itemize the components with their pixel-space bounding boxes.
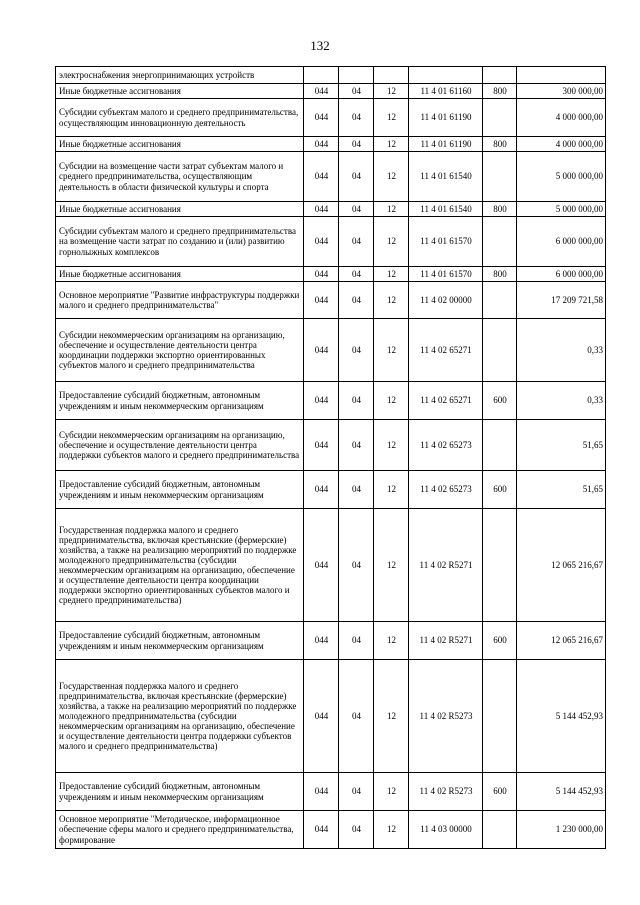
row-sum: 4 000 000,00 (517, 137, 606, 152)
page-number: 132 (310, 38, 330, 53)
table-row (56, 471, 606, 509)
row-sum: 0,33 (517, 382, 606, 420)
row-target: 11 4 02 65273 (409, 420, 483, 471)
row-ved: 044 (304, 382, 339, 420)
row-type (483, 811, 517, 849)
row-subsection: 12 (374, 622, 409, 660)
row-ved: 044 (304, 660, 339, 773)
table-row (56, 202, 606, 217)
row-ved: 044 (304, 773, 339, 811)
row-sum: 17 209 721,58 (517, 282, 606, 319)
row-subsection: 12 (374, 420, 409, 471)
row-sum: 4 000 000,00 (517, 99, 606, 137)
row-subsection: 12 (374, 202, 409, 217)
row-ved: 044 (304, 319, 339, 382)
table-row (56, 282, 606, 319)
row-name: Субсидии субъектам малого и среднего предпринимательства на возмещение части затрат по созданию и (или) развитию горнолыжных комплексов (56, 217, 304, 267)
row-type (483, 152, 517, 202)
row-target: 11 4 01 61570 (409, 217, 483, 267)
row-target: 11 4 01 61190 (409, 99, 483, 137)
row-target: 11 4 02 R5271 (409, 622, 483, 660)
table-row (56, 420, 606, 471)
row-ved: 044 (304, 420, 339, 471)
table-row (56, 382, 606, 420)
row-ved: 044 (304, 471, 339, 509)
row-subsection: 12 (374, 137, 409, 152)
row-name: Субсидии субъектам малого и среднего предпринимательства, осуществляющим инновационную деятельность (56, 99, 304, 137)
row-target: 11 4 01 61540 (409, 202, 483, 217)
row-target: 11 4 02 65273 (409, 471, 483, 509)
row-type (483, 660, 517, 773)
row-target: 11 4 02 R5273 (409, 660, 483, 773)
row-type (483, 99, 517, 137)
table-row (56, 811, 606, 849)
row-type (483, 67, 517, 84)
row-type: 800 (483, 137, 517, 152)
row-subsection: 12 (374, 99, 409, 137)
row-target: 11 4 01 61190 (409, 137, 483, 152)
table-row (56, 67, 606, 84)
row-subsection: 12 (374, 382, 409, 420)
row-target: 11 4 01 61160 (409, 84, 483, 99)
row-name: Предоставление субсидий бюджетным, автономным учреждениям и иным некоммерческим организациям (56, 382, 304, 420)
row-type: 600 (483, 382, 517, 420)
row-sum: 300 000,00 (517, 84, 606, 99)
row-section: 04 (339, 420, 374, 471)
row-ved: 044 (304, 84, 339, 99)
row-subsection: 12 (374, 152, 409, 202)
row-subsection: 12 (374, 660, 409, 773)
row-type: 600 (483, 471, 517, 509)
row-name: Государственная поддержка малого и среднего предпринимательства, включая крестьянские (фермерские) хозяйства, а также на реализацию мероприятий по поддержке молодежного предпринимательства (субсидии некоммерческим организациям на организацию, обеспечение и осуществление деятельности центра координации поддержки экспортно ориентированных субъектов малого и среднего предпринимательства) (56, 509, 304, 622)
row-type (483, 282, 517, 319)
row-ved: 044 (304, 152, 339, 202)
table-row (56, 137, 606, 152)
row-section: 04 (339, 84, 374, 99)
row-type (483, 217, 517, 267)
row-type: 800 (483, 84, 517, 99)
row-subsection: 12 (374, 471, 409, 509)
row-name: Иные бюджетные ассигнования (56, 84, 304, 99)
row-target: 11 4 02 R5273 (409, 773, 483, 811)
table-row (56, 152, 606, 202)
row-section: 04 (339, 773, 374, 811)
table-row (56, 773, 606, 811)
row-target: 11 4 02 R5271 (409, 509, 483, 622)
row-section: 04 (339, 471, 374, 509)
row-section: 04 (339, 137, 374, 152)
row-subsection: 12 (374, 282, 409, 319)
row-ved (304, 67, 339, 84)
row-ved: 044 (304, 217, 339, 267)
row-subsection: 12 (374, 217, 409, 267)
row-ved: 044 (304, 202, 339, 217)
row-sum: 51,65 (517, 420, 606, 471)
row-target: 11 4 01 61570 (409, 267, 483, 282)
row-sum: 6 000 000,00 (517, 267, 606, 282)
row-sum (517, 67, 606, 84)
row-section: 04 (339, 282, 374, 319)
table-row (56, 622, 606, 660)
table-row (56, 660, 606, 773)
row-section: 04 (339, 509, 374, 622)
row-type: 800 (483, 202, 517, 217)
row-name: Иные бюджетные ассигнования (56, 202, 304, 217)
row-section: 04 (339, 99, 374, 137)
row-name: Основное мероприятие "Методическое, информационное обеспечение сферы малого и среднего предпринимательства, формирование (56, 811, 304, 849)
row-section: 04 (339, 382, 374, 420)
row-ved: 044 (304, 509, 339, 622)
row-subsection: 12 (374, 267, 409, 282)
row-sum: 12 065 216,67 (517, 509, 606, 622)
row-section: 04 (339, 811, 374, 849)
row-name: Иные бюджетные ассигнования (56, 267, 304, 282)
row-name: Предоставление субсидий бюджетным, автономным учреждениям и иным некоммерческим организациям (56, 471, 304, 509)
row-name: Основное мероприятие "Развитие инфраструктуры поддержки малого и среднего предпринимательства" (56, 282, 304, 319)
row-ved: 044 (304, 811, 339, 849)
row-target: 11 4 02 65271 (409, 382, 483, 420)
row-section: 04 (339, 267, 374, 282)
row-section (339, 67, 374, 84)
table-row (56, 99, 606, 137)
row-name: Субсидии на возмещение части затрат субъектам малого и среднего предпринимательства, осуществляющим деятельность в области физической культуры и спорта (56, 152, 304, 202)
row-section: 04 (339, 319, 374, 382)
row-name: электроснабжения энергопринимающих устройств (56, 67, 304, 84)
row-sum: 0,33 (517, 319, 606, 382)
row-section: 04 (339, 622, 374, 660)
row-section: 04 (339, 202, 374, 217)
row-type (483, 319, 517, 382)
row-ved: 044 (304, 622, 339, 660)
row-target: 11 4 03 00000 (409, 811, 483, 849)
row-subsection: 12 (374, 773, 409, 811)
row-type (483, 509, 517, 622)
row-ved: 044 (304, 282, 339, 319)
row-subsection (374, 67, 409, 84)
row-sum: 5 144 452,93 (517, 660, 606, 773)
row-subsection: 12 (374, 319, 409, 382)
row-subsection: 12 (374, 811, 409, 849)
row-sum: 1 230 000,00 (517, 811, 606, 849)
row-sum: 5 144 452,93 (517, 773, 606, 811)
row-section: 04 (339, 660, 374, 773)
row-sum: 5 000 000,00 (517, 202, 606, 217)
row-section: 04 (339, 217, 374, 267)
budget-table (55, 66, 606, 849)
table-row (56, 267, 606, 282)
row-type (483, 420, 517, 471)
row-type: 800 (483, 267, 517, 282)
row-target: 11 4 01 61540 (409, 152, 483, 202)
row-name: Иные бюджетные ассигнования (56, 137, 304, 152)
row-sum: 6 000 000,00 (517, 217, 606, 267)
row-target: 11 4 02 65271 (409, 319, 483, 382)
row-target (409, 67, 483, 84)
row-type: 600 (483, 622, 517, 660)
row-ved: 044 (304, 99, 339, 137)
row-name: Государственная поддержка малого и среднего предпринимательства, включая крестьянские (фермерские) хозяйства, а также на реализацию мероприятий по поддержке молодежного предпринимательства (субсидии некоммерческим организациям на организацию, обеспечение и осуществление деятельности центра поддержки субъектов малого и среднего предпринимательства) (56, 660, 304, 773)
row-target: 11 4 02 00000 (409, 282, 483, 319)
row-name: Субсидии некоммерческим организациям на организацию, обеспечение и осуществление деятельности центра поддержки субъектов малого и среднего предпринимательства (56, 420, 304, 471)
row-ved: 044 (304, 137, 339, 152)
row-subsection: 12 (374, 84, 409, 99)
row-ved: 044 (304, 267, 339, 282)
row-name: Предоставление субсидий бюджетным, автономным учреждениям и иным некоммерческим организациям (56, 773, 304, 811)
table-row (56, 509, 606, 622)
row-name: Предоставление субсидий бюджетным, автономным учреждениям и иным некоммерческим организациям (56, 622, 304, 660)
row-sum: 12 065 216,67 (517, 622, 606, 660)
row-sum: 51,65 (517, 471, 606, 509)
row-section: 04 (339, 152, 374, 202)
row-sum: 5 000 000,00 (517, 152, 606, 202)
table-row (56, 319, 606, 382)
row-subsection: 12 (374, 509, 409, 622)
table-row (56, 84, 606, 99)
row-type: 600 (483, 773, 517, 811)
table-row (56, 217, 606, 267)
row-name: Субсидии некоммерческим организациям на организацию, обеспечение и осуществление деятельности центра координации поддержки экспортно ориентированных субъектов малого и среднего предпринимательства (56, 319, 304, 382)
